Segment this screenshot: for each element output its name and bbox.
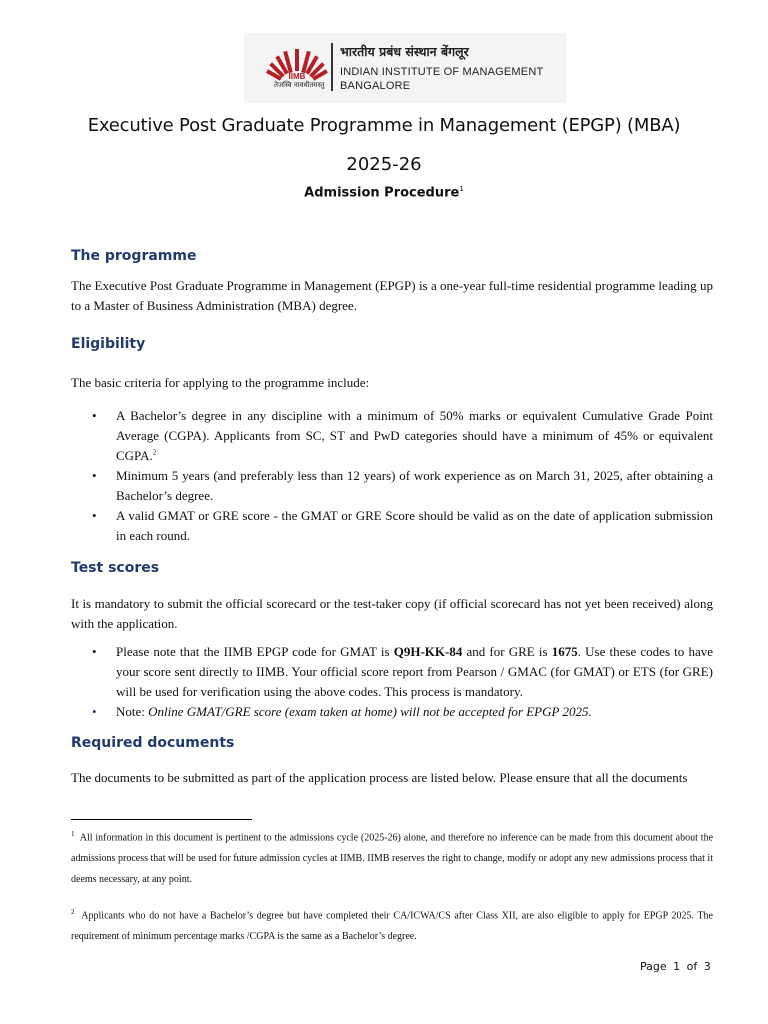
footnote-2-text: Applicants who do not have a Bachelor’s degree but have completed their CA/ICWA/CS after Class XII, are also eligible to apply for EPGP 2025. The requirement of minimum percentage marks /CGPA is the same as a Bachelor’s degree. [71,910,713,943]
eligibility-list [71,406,713,546]
page-label: Page [640,960,667,973]
test-scores-list [71,642,713,722]
footnote-2 [71,902,713,947]
bullet-icon: • [92,468,97,483]
gmat-gre-text-c: . Use these codes to have your score sent directly to IIMB. Your official score report from Pearson / GMAC (for GMAT) or ETS (for GRE) will be used for verification using the above codes. This process is mandatory. [116,644,713,699]
logo-hindi-name: भारतीय प्रबंध संस्थान बेंगलूर [340,44,469,59]
page-current: 1 [673,960,681,973]
list-item [71,506,713,546]
document-subtitle [0,185,768,200]
list-item [71,466,713,506]
document-title: Executive Post Graduate Programme in Management (EPGP) (MBA) [87,115,681,136]
eligibility-bullet-3: A valid GMAT or GRE score - the GMAT or GRE Score should be valid as on the date of application submission in each round. [116,508,713,543]
logo-divider [331,43,333,91]
bullet-icon: • [92,704,97,719]
list-item [71,642,713,702]
heading-eligibility: Eligibility [71,336,146,352]
page-total: 3 [703,960,711,973]
document-year: 2025-26 [346,154,422,175]
footnote-divider [71,819,252,820]
list-item [71,406,713,466]
eligibility-bullet-2: Minimum 5 years (and preferably less than 12 years) of work experience as on March 31, 2025, after obtaining a Bachelor’s degree. [116,468,713,503]
note-text: Online GMAT/GRE score (exam taken at home) will not be accepted for EPGP 2025. [148,704,592,719]
logo-city: BANGALORE [340,80,411,92]
bullet-icon: • [92,508,97,523]
footnote-1-text: All information in this document is pertinent to the admissions cycle (2025-26) alone, and therefore no inference can be made from this document about the admissions process that will be used for future admission cycles at IIMB. IIMB reserves the right to change, modify or adopt any new admissions process that it deems necessary, at any point. [71,832,714,886]
list-item [71,702,713,722]
footnote-1-mark: 1 [71,830,75,838]
heading-required-documents: Required documents [71,735,235,751]
gmat-gre-text-a: Please note that the IIMB EPGP code for GMAT is [116,644,394,659]
institute-logo [244,33,566,103]
eligibility-intro: The basic criteria for applying to the programme include: [71,375,370,390]
heading-programme: The programme [71,248,197,264]
test-scores-intro: It is mandatory to submit the official scorecard or the test-taker copy (if official scorecard has not yet been received) along with the application. [71,596,713,631]
bullet-icon: • [92,408,97,423]
gre-code: 1675 [551,644,578,659]
heading-test-scores: Test scores [71,560,160,576]
logo-mark-text: IIMB [288,72,306,81]
programme-text: The Executive Post Graduate Programme in Management (EPGP) is a one-year full-time residential programme leading up to a Master of Business Administration (MBA) degree. [71,278,713,313]
note-label: Note: [116,704,149,719]
logo-english-name: INDIAN INSTITUTE OF MANAGEMENT [340,66,544,78]
footnote-1 [71,824,713,890]
page-of: of [686,960,698,973]
footnote-2-mark: 2 [71,908,75,916]
logo-motto: तेजस्वि नावधीतमस्तु [274,81,325,89]
footnote-ref-2[interactable]: 2 [152,448,157,457]
footnote-ref-1[interactable]: 1 [459,185,464,193]
eligibility-bullet-1: A Bachelor’s degree in any discipline with a minimum of 50% marks or equivalent Cumulative Grade Point Average (CGPA). Applicants from SC, ST and PwD categories should have a minimum of 45% or equivalent CGPA. [116,408,713,463]
bullet-icon: • [92,644,97,659]
page-number [640,960,711,973]
gmat-gre-text-b: and for GRE is [462,644,552,659]
subtitle-text: Admission Procedure [304,185,460,201]
required-documents-text: The documents to be submitted as part of the application process are listed below. Please ensure that all the documents [71,770,688,785]
gmat-code: Q9H-KK-84 [393,644,463,659]
